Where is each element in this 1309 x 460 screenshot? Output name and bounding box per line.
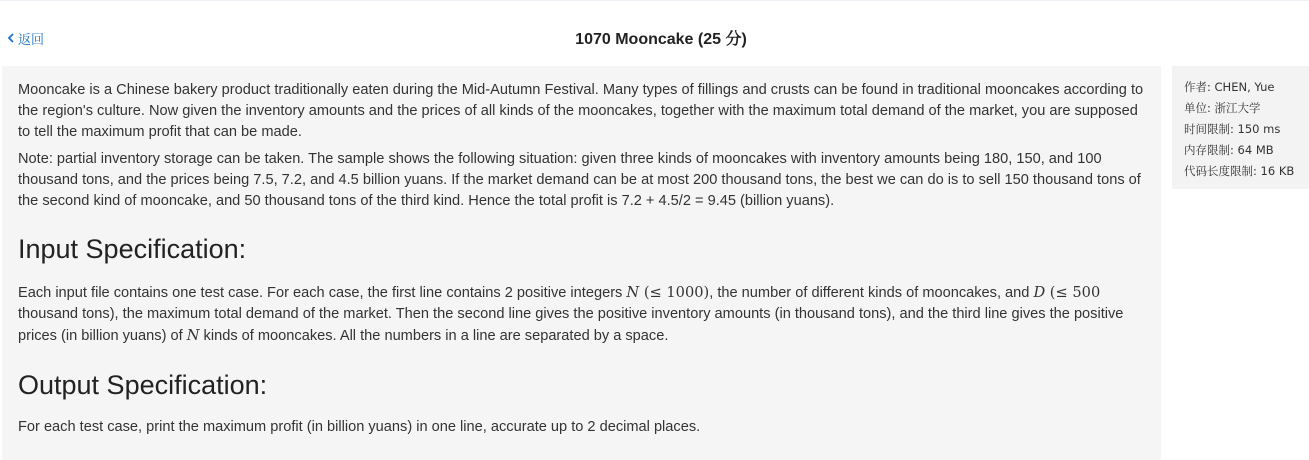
math-n: N (≤ 1000)	[626, 284, 710, 301]
page-header	[0, 0, 1309, 66]
meta-author: 作者: CHEN, Yue	[1184, 80, 1275, 94]
meta-memory-limit: 内存限制: 64 MB	[1184, 143, 1274, 157]
page-title: 1070 Mooncake (25 分)	[575, 31, 747, 48]
meta-time-limit: 时间限制: 150 ms	[1184, 122, 1281, 136]
output-spec-text: For each test case, print the maximum profit (in billion yuans) in one line, accurate up to 2 decimal places.	[18, 419, 701, 435]
meta-code-limit: 代码长度限制: 16 KB	[1184, 164, 1295, 178]
input-text-2: , the number of different kinds of mooncakes, and	[709, 285, 1034, 301]
input-text-3: thousand tons), the maximum total demand of the market. Then the second line gives the positive inventory amounts (in thousand tons), and the third line gives the positive prices (in billion yuans) of	[18, 306, 1124, 344]
problem-statement	[2, 66, 1161, 460]
math-d: D (≤ 500	[1033, 284, 1101, 301]
problem-meta-panel	[1172, 66, 1309, 189]
input-text-1: Each input file contains one test case. For each case, the first line contains 2 positive integers	[18, 285, 627, 301]
back-label[interactable]: 返回	[18, 32, 45, 48]
input-spec-text	[18, 282, 1145, 347]
math-n-2: N	[186, 327, 200, 344]
meta-organization: 单位: 浙江大学	[1184, 101, 1261, 115]
input-spec-heading: Input Specification:	[18, 234, 247, 264]
input-text-4: kinds of mooncakes. All the numbers in a line are separated by a space.	[199, 328, 669, 344]
output-spec-heading: Output Specification:	[18, 370, 268, 400]
problem-description: Mooncake is a Chinese bakery product traditionally eaten during the Mid-Autumn Festival. Many types of fillings and crusts can be found in traditional mooncakes according to the region's culture. Now given the inventory amounts and the prices of all kinds of the mooncakes, together with the maximum total demand of the market, you are supposed to tell the maximum profit that can be made.	[18, 82, 1144, 140]
problem-note: Note: partial inventory storage can be taken. The sample shows the following situation: given three kinds of mooncakes with inventory amounts being 180, 150, and 100 thousand tons, and the prices being 7.5, 7.2, and 4.5 billion yuans. If the market demand can be at most 200 thousand tons, the best we can do is to sell 150 thousand tons of the second kind of mooncake, and 50 thousand tons of the third kind. Hence the total profit is 7.2 + 4.5/2 = 9.45 (billion yuans).	[18, 151, 1141, 209]
